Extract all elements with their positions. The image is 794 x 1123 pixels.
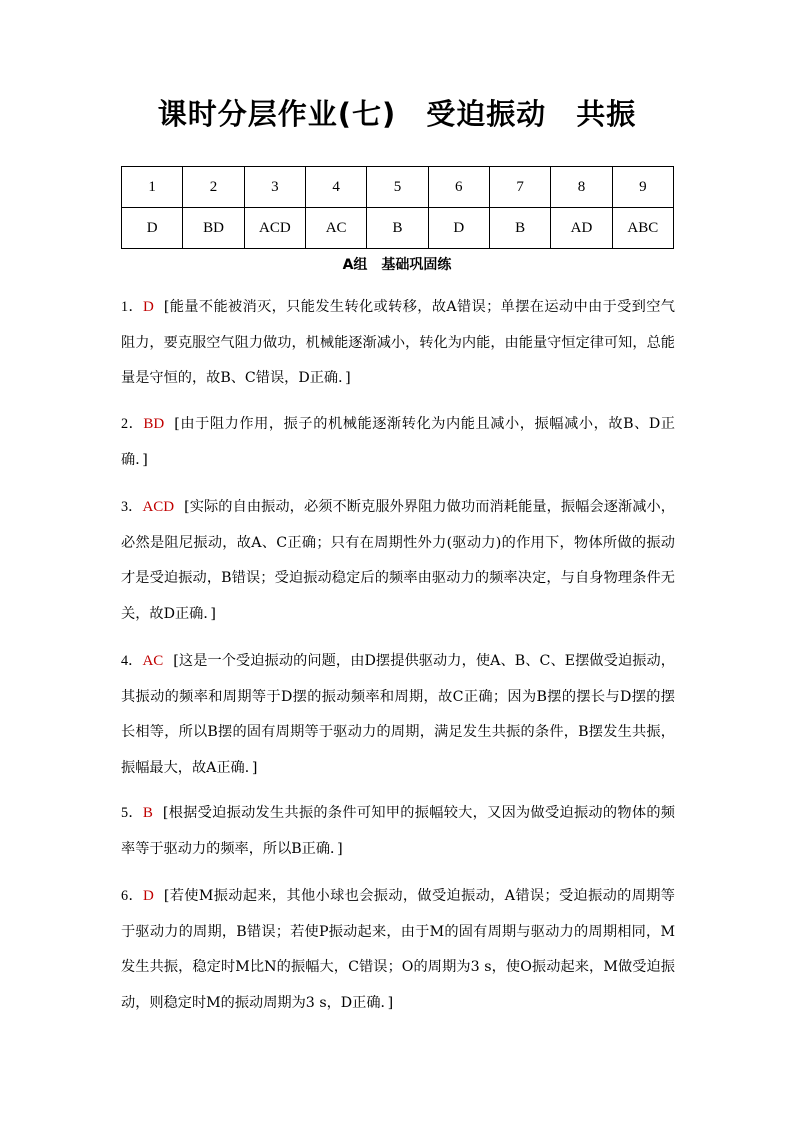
item-number: 6． (121, 888, 144, 904)
answer-cell: ACD (244, 208, 305, 249)
item-text: [若使M振动起来，其他小球也会振动，做受迫振动，A错误；受迫振动的周期等于驱动力的周期，B错误；若使P振动起来，由于M的固有周期与驱动力的周期相同，M发生共振，稳定时M比N的振幅大，C错误；O的周期为3 s，使O振动起来，M做受迫振动，则稳定时M的振动周期为3 s，D正确．] (121, 888, 675, 1011)
answer-cell: B (489, 208, 550, 249)
question-number: 3 (244, 167, 305, 208)
item-number: 4． (121, 653, 143, 669)
item-text: [能量不能被消灭，只能发生转化或转移，故A错误；单摆在运动中由于受到空气阻力，要克服空气阻力做功，机械能逐渐减小，转化为内能，由能量守恒定律可知，总能量是守恒的，故B、C错误，D正确．] (121, 299, 675, 386)
item-answer: ACD (142, 499, 175, 515)
question-number: 5 (367, 167, 428, 208)
item-number: 1． (121, 299, 144, 315)
answer-cell: AD (551, 208, 612, 249)
question-number: 7 (489, 167, 550, 208)
group-heading: A组 基础巩固练 (342, 257, 452, 273)
item-text: [这是一个受迫振动的问题，由D摆提供驱动力，使A、B、C、E摆做受迫振动，其振动的频率和周期等于D摆的振动频率和周期，故C正确；因为B摆的摆长与D摆的摆长相等，所以B摆的固有周期等于驱动力的周期，满足发生共振的条件，B摆发生共振，振幅最大，故A正确．] (121, 653, 675, 776)
explanation-item-6 (121, 879, 675, 1021)
answer-cell: ABC (612, 208, 673, 249)
answer-cell: BD (183, 208, 244, 249)
answer-cell: D (428, 208, 489, 249)
question-number: 8 (551, 167, 612, 208)
answer-table-answer-row (122, 208, 674, 249)
item-text: [由于阻力作用，振子的机械能逐渐转化为内能且减小，振幅减小，故B、D正确．] (121, 416, 675, 468)
item-answer: D (143, 299, 154, 315)
question-number: 4 (305, 167, 366, 208)
explanation-item-1 (121, 290, 675, 397)
answer-cell: B (367, 208, 428, 249)
answer-table-number-row (122, 167, 674, 208)
explanation-item-2 (121, 407, 675, 478)
explanation-item-5 (121, 796, 675, 867)
item-answer: BD (143, 416, 165, 432)
item-answer: B (142, 805, 153, 821)
item-number: 5． (121, 805, 143, 821)
question-number: 2 (183, 167, 244, 208)
item-number: 3． (121, 499, 143, 515)
question-number: 9 (612, 167, 673, 208)
item-answer: AC (142, 653, 164, 669)
page-title: 课时分层作业(七) 受迫振动 共振 (157, 97, 637, 131)
item-answer: D (143, 888, 154, 904)
answer-table (121, 166, 674, 249)
question-number: 6 (428, 167, 489, 208)
explanation-item-4 (121, 644, 675, 786)
question-number: 1 (122, 167, 183, 208)
item-text: [实际的自由振动，必须不断克服外界阻力做功而消耗能量，振幅会逐渐减小，必然是阻尼振动，故A、C正确；只有在周期性外力(驱动力)的作用下，物体所做的振动才是受迫振动，B错误；受迫振动稳定后的频率由驱动力的频率决定，与自身物理条件无关，故D正确．] (121, 499, 675, 622)
item-number: 2． (121, 416, 144, 432)
answer-cell: D (122, 208, 183, 249)
answer-cell: AC (305, 208, 366, 249)
item-text: [根据受迫振动发生共振的条件可知甲的振幅较大，又因为做受迫振动的物体的频率等于驱动力的频率，所以B正确．] (121, 805, 675, 857)
explanation-item-3 (121, 490, 675, 632)
